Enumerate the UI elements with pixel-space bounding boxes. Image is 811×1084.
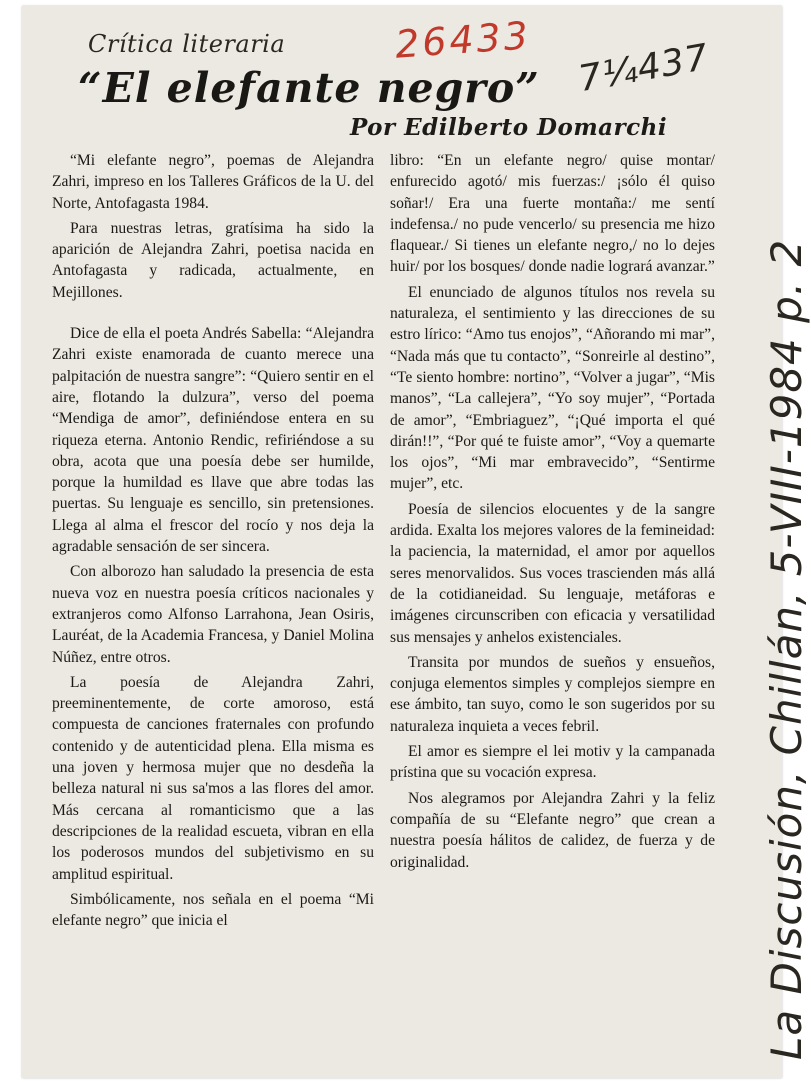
paragraph: Para nuestras letras, gratísima ha sido la aparición de Alejandra Zahri, poetisa nacida en Antofagasta y radicada, actualmente, en Mejillones. bbox=[52, 219, 374, 301]
paragraph: Poesía de silencios elocuentes y de la sangre ardida. Exalta los mejores valores de la femineidad: la paciencia, la maternidad, el amor por aquellos seres menorvalidos. Sus voces trascienden más allá de la cotidianeidad. Su lenguaje, metáforas e imágenes circunscriben con eficacia y versatilidad sus mensajes y anhelos existenciales. bbox=[390, 500, 715, 646]
paragraph: El enunciado de algunos títulos nos revela su naturaleza, el sentimiento y las direcciones de su estro lírico: “Amo tus enojos”, “Añorando mi mar”, “Nada más que tu contacto”, “Sonreirle al destino”, “Te siento hombre: nortino”, “Volver a jugar”, “Mis manos”, “La callejera”, “Yo soy mujer”, “Portada de amor”, “Embriaguez”, “¡Qué importa el qué dirán!!”, “Por qué te fuiste amor”, “Voy a quemarte los ojos”, “Mi mar embravecido”, “Sentirme mujer”, etc. bbox=[390, 283, 715, 493]
article-headline: “El elefante negro” bbox=[78, 64, 540, 112]
paragraph: Dice de ella el poeta Andrés Sabella: “Alejandra Zahri existe enamorada de cuanto merece una palpitación de nuestra sangre”: “Quiero sentir en el aire, flotando la dulzura”, verso del poema “Mendiga de amor”, definiéndose entera en su riqueza eterna. Antonio Rendic, refiriéndose a su obra, acota que una poesía debe ser humilde, porque la humildad es llave que abre todas las puertas. Su lenguaje es sencillo, sin pretensiones. Llega al alma el frescor del rocío y nos deja la agradable sensación de ser sincera. bbox=[52, 325, 374, 556]
paragraph: Nos alegramos por Alejandra Zahri y la feliz compañía de su “Elefante negro” que crean a nuestra poesía hálitos de calidez, de fuerza y de originalidad. bbox=[390, 789, 715, 871]
handwritten-archive-number: 26433 bbox=[393, 13, 533, 67]
section-label: Crítica literaria bbox=[88, 30, 286, 58]
article-byline: Por Edilberto Domarchi bbox=[350, 114, 668, 141]
handwritten-source-note: La Discusión, Chillán, 5-VIII-1984 p. 2 bbox=[762, 238, 811, 1060]
paragraph: Transita por mundos de sueños y ensueños, conjuga elementos simples y complejos siempre en ese ámbito, tan suyo, como le son sugeridos por su naturaleza inquieta a veces febril. bbox=[390, 653, 715, 735]
handwritten-reference: 7¼437 bbox=[575, 36, 713, 101]
paragraph: La poesía de Alejandra Zahri, preeminentemente, de corte amoroso, está compuesta de canciones fraternales con profundo contenido y de autenticidad plena. Ella misma es una joven y hermosa mujer que no desdeña la belleza natural ni sus sa'mos a las flores del amor. Más cercana al romanticismo que a las descripciones de la realidad escueta, vibran en ella los poderosos mundos del subjetivismo en su amplitud espiritual. bbox=[52, 673, 374, 883]
article-column-right bbox=[390, 150, 715, 873]
paragraph: Simbólicamente, nos señala en el poema “Mi elefante negro” que inicia el bbox=[52, 890, 374, 930]
paragraph: “Mi elefante negro”, poemas de Alejandra Zahri, impreso en los Talleres Gráficos de la U. del Norte, Antofagasta 1984. bbox=[52, 152, 374, 212]
paragraph: Con alborozo han saludado la presencia de esta nueva voz en nuestra poesía críticos nacionales y extranjeros como Alfonso Larrahona, Jean Osiris, Lauréat, de la Academia Francesa, y Daniel Molina Núñez, entre otros. bbox=[52, 563, 374, 666]
article-column-left bbox=[52, 150, 374, 931]
paragraph: El amor es siempre el lei motiv y la campanada prístina que su vocación expresa. bbox=[390, 743, 715, 782]
paragraph: libro: “En un elefante negro/ quise montar/ enfurecido agotó/ mis fuerzas:/ ¡sólo él quiso soñar!/ Era una fuerte montaña:/ me sentí indefensa./ no pude vencerlo/ su presencia me hizo flaquear./ Si tienes un elefante negro,/ no lo dejes huir/ por los bosques/ donde nadie logrará avanzar.” bbox=[390, 152, 715, 276]
